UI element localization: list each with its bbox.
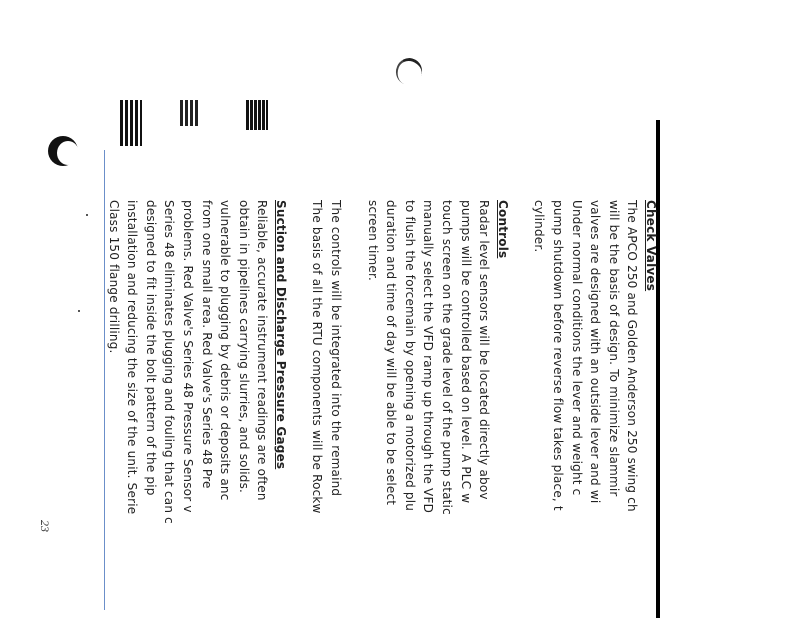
- body-line: pumps will be controlled based on level. A PLC w: [458, 200, 473, 504]
- body-line: obtain in pipelines carrying slurries, and solids.: [236, 200, 251, 494]
- binder-hole-mark: [48, 136, 78, 166]
- body-line: pump shutdown before reverse flow takes place, t: [551, 200, 566, 511]
- body-line: The APCO 250 and Golden Anderson 250 swing ch: [625, 200, 640, 512]
- scan-artifact: [246, 100, 268, 130]
- body-line: to flush the forcemain by opening a motorized plu: [402, 200, 417, 512]
- scan-speck: [86, 214, 88, 216]
- body-line: Radar level sensors will be located directly abov: [477, 200, 492, 500]
- body-line: designed to fit inside the bolt pattern of the pip: [143, 200, 158, 496]
- body-line: Series 48 eliminates plugging and fouling that can c: [162, 200, 177, 524]
- body-line: The basis of all the RTU components will be Rockw: [310, 200, 325, 514]
- section-heading-pressure-gages: Suction and Discharge Pressure Gages: [273, 200, 288, 470]
- body-line: Under normal conditions the lever and weight c: [569, 200, 584, 496]
- scan-artifact: [120, 100, 142, 146]
- body-line: problems. Red Valve's Series 48 Pressure Sensor v: [180, 200, 195, 513]
- paragraph-gap: [512, 200, 530, 618]
- body-line: valves are designed with an outside lever and wi: [588, 200, 603, 504]
- scan-artifact: [180, 100, 200, 126]
- scan-arc-mark: [392, 54, 426, 88]
- rotated-body-text: [106, 200, 660, 618]
- paragraph-gap: [345, 200, 363, 618]
- body-line: duration and time of day will be able to be select: [384, 200, 399, 506]
- body-line: will be the basis of design. To minimize slammir: [606, 200, 621, 497]
- body-line: from one small area. Red Valve's Series 48 Pre: [199, 200, 214, 489]
- body-line: The controls will be integrated into the remaind: [329, 200, 344, 497]
- section-heading-controls: Controls: [495, 200, 510, 259]
- page-number: 23: [38, 520, 52, 532]
- paragraph-gap: [290, 200, 308, 618]
- body-line: installation and reducing the size of the unit. Serie: [125, 200, 140, 515]
- body-line: touch screen on the grade level of the pump static: [440, 200, 455, 515]
- body-line: Reliable, accurate instrument readings are often: [255, 200, 270, 501]
- body-line: vulnerable to plugging by debris or deposits anc: [218, 200, 233, 501]
- scan-speck: [78, 310, 80, 312]
- body-line: Class 150 flange drilling.: [106, 200, 121, 354]
- body-line: manually select the VFD ramp up through the VFD: [421, 200, 436, 514]
- section-heading-check-valves: Check Valves: [644, 200, 658, 292]
- body-line: cylinder.: [532, 200, 547, 253]
- body-line: screen timer.: [365, 200, 380, 282]
